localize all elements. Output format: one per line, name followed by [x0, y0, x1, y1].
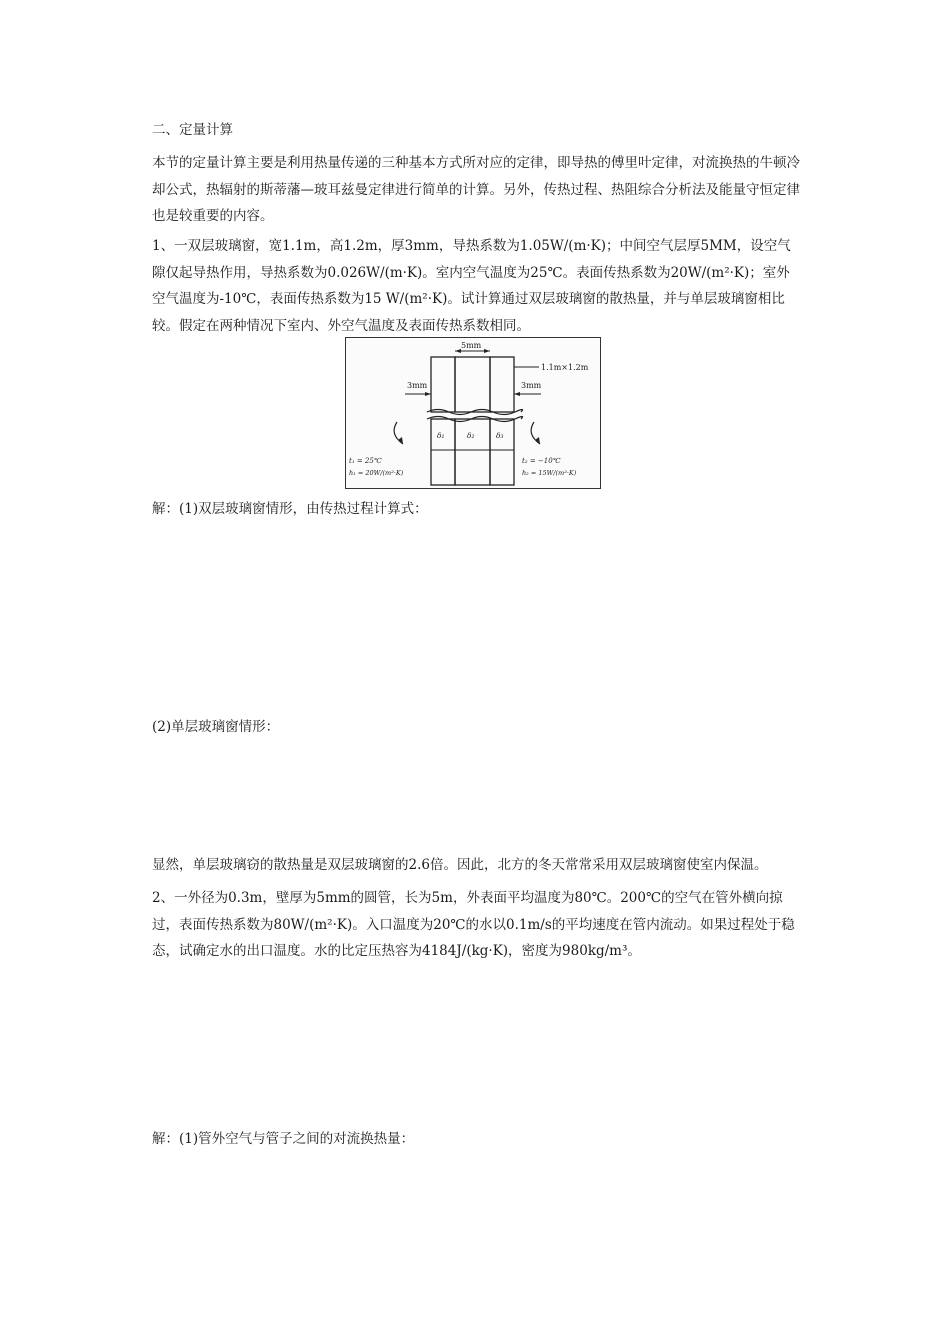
- intro-paragraph: 本节的定量计算主要是利用热量传递的三种基本方式所对应的定律，即导热的傅里叶定律，对流换热的牛顿冷却公式，热辐射的斯蒂藩—玻耳兹曼定律进行简单的计算。另外，传热过程、热阻综合分析法及能量守恒定律也是较重要的内容。: [152, 155, 800, 224]
- question-1: 1、一双层玻璃窗，宽1.1m，高1.2m，厚3mm，导热系数为1.05W/(m·K)；中间空气层厚5MM，设空气隙仅起导热作用，导热系数为0.026W/(m·K)。室内空气温度为25℃。表面传热系数为20W/(m²·K)；室外空气温度为-10℃，表面传热系数为15 W/(m²·K)。试计算通过双层玻璃窗的散热量，并与单层玻璃窗相比较。假定在两种情况下室内、外空气温度及表面传热系数相同。: [152, 238, 791, 334]
- outside-temperature-label: t₂ = −10℃: [522, 457, 561, 465]
- inside-coefficient-label: h₁ = 20W/(m²·K): [349, 469, 404, 477]
- solution-2-part-1: 解：(1)管外空气与管子之间的对流换热量：: [152, 1131, 415, 1147]
- section-heading: 二、定量计算: [152, 122, 233, 138]
- inside-temperature-label: t₁ = 25℃: [349, 457, 382, 465]
- left-thickness-label: 3mm: [407, 381, 428, 390]
- delta-1-label: δ₁: [437, 431, 445, 440]
- gap-dimension-label: 5mm: [461, 341, 482, 350]
- question-2: 2、一外径为0.3m，壁厚为5mm的圆管，长为5m，外表面平均温度为80℃。200℃的空气在管外横向掠过，表面传热系数为80W/(m²·K)。入口温度为20℃的水以0.1m/s的平均速度在管内流动。如果过程处于稳态，试确定水的出口温度。水的比定压热容为4184J/(kg·K)，密度为980kg/m³。: [152, 890, 795, 959]
- window-size-label: 1.1m×1.2m: [541, 363, 589, 372]
- conclusion-1: 显然，单层玻璃窃的散热量是双层玻璃窗的2.6倍。因此，北方的冬天常常采用双层玻璃窗使室内保温。: [152, 857, 768, 873]
- delta-2-label: δ₂: [467, 431, 475, 440]
- outside-coefficient-label: h₂ = 15W/(m²·K): [522, 469, 577, 477]
- delta-3-label: δ₃: [496, 431, 504, 440]
- solution-1-part-2: (2)单层玻璃窗情形：: [152, 719, 280, 735]
- solution-1-part-1: 解：(1)双层玻璃窗情形，由传热过程计算式：: [152, 501, 428, 517]
- double-glazed-window-figure: [345, 337, 601, 489]
- right-thickness-label: 3mm: [521, 381, 542, 390]
